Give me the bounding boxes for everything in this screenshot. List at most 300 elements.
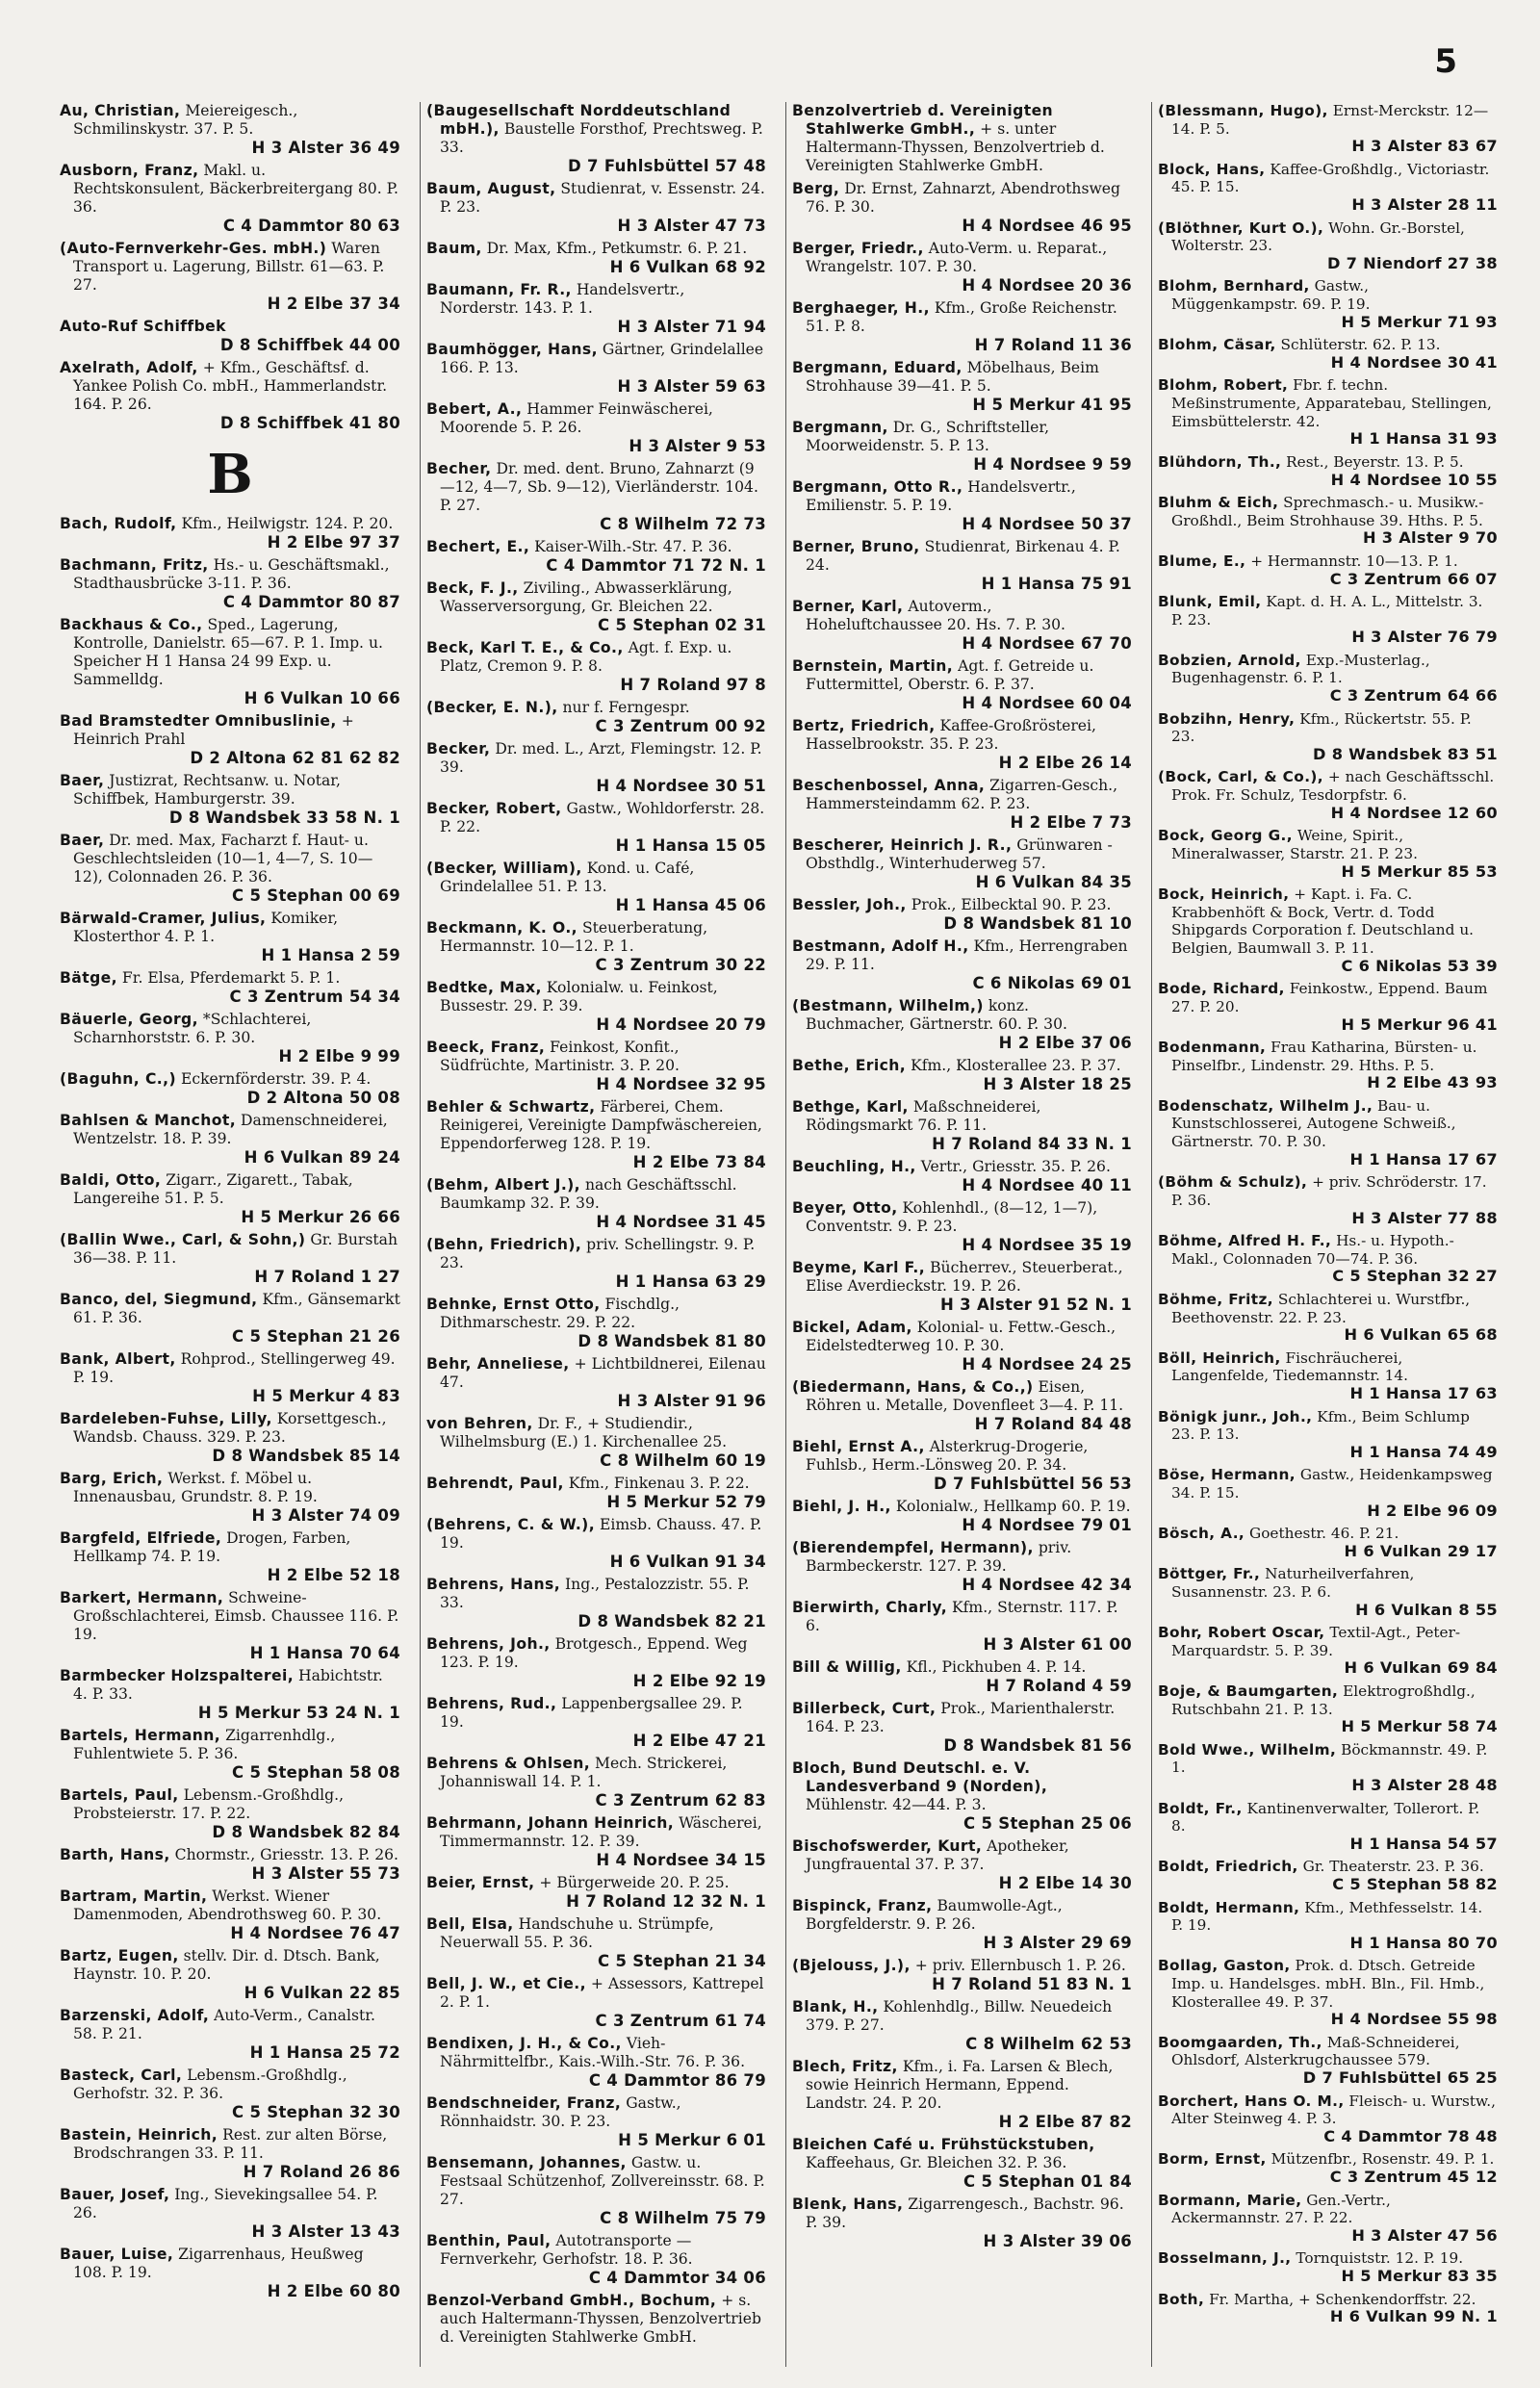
entry-name: Auto-Ruf Schiffbek (60, 318, 226, 335)
entry-name: (Böhm & Schulz), (1158, 1173, 1308, 1192)
entry-name: (Bjelouss, J.), (792, 1957, 911, 1974)
entry-name: Bechert, E., (426, 538, 530, 555)
directory-entry (60, 359, 400, 432)
entry-name: (Blessmann, Hugo), (1158, 102, 1328, 119)
entry-name: Bispinck, Franz, (792, 1897, 933, 1914)
entry-name: Barmbecker Holzspalterei, (60, 1667, 295, 1684)
directory-entry (60, 240, 400, 313)
entry-phone: C 5 Stephan 02 31 (598, 616, 766, 634)
entry-detail: Kfm., Große Reichenstr. 51. P. 8. (806, 299, 1117, 335)
entry-phone: H 3 Alster 29 69 (983, 1934, 1132, 1952)
entry-detail: *Schlachterei, Scharnhorststr. 6. P. 30. (73, 1011, 312, 1046)
entry-name: Bergmann, Otto R., (792, 478, 963, 496)
entry-phone: H 3 Alster 39 06 (983, 2232, 1132, 2250)
entry-detail: Makl. u. Rechtskonsulent, Bäckerbreitergang 80. P. 36. (73, 162, 398, 216)
entry-name: Bestmann, Adolf H., (792, 937, 969, 955)
entry-name: Behrens, Hans, (426, 1576, 561, 1593)
entry-detail: Frau Katharina, Bürsten- u. Pinselfbr., Lindenstr. 29. Hths. P. 5. (1171, 1039, 1477, 1074)
entry-phone: D 2 Altona 50 08 (246, 1089, 400, 1107)
entry-name: Bösch, A., (1158, 1525, 1245, 1543)
entry-detail: + Assessors, Kattrepel 2. P. 1. (440, 1975, 764, 2011)
entry-phone: H 5 Merkur 4 83 (252, 1387, 400, 1405)
directory-entry (60, 2186, 400, 2241)
entry-detail: Mech. Strickerei, Johanniswall 14. P. 1. (440, 1755, 728, 1790)
entry-phone: C 6 Nikolas 53 39 (1341, 956, 1498, 975)
entry-name: Boje, & Baumgarten, (1158, 1682, 1339, 1700)
directory-entry (426, 1635, 766, 1690)
entry-detail: Kfl., Pickhuben 4. P. 14. (906, 1658, 1087, 1676)
directory-column-2 (420, 102, 772, 2367)
directory-entry (60, 969, 400, 1006)
entry-phone: H 4 Nordsee 30 41 (1330, 352, 1498, 372)
entry-detail: Handelsvertr., Norderstr. 143. P. 1. (440, 281, 685, 317)
entry-detail: Feinkostw., Eppend. Baum 27. P. 20. (1171, 980, 1488, 1015)
entry-name: Bauer, Luise, (60, 2246, 174, 2263)
directory-entry (60, 1667, 400, 1722)
entry-detail: Waren Transport u. Lagerung, Billstr. 61—63. P. 27. (73, 240, 385, 294)
entry-detail: Korsettgesch., Wandsb. Chauss. 329. P. 23. (73, 1410, 387, 1446)
entry-detail: Steuerberatung, Hermannstr. 10—12. P. 1. (440, 919, 708, 955)
entry-name: Both, (1158, 2290, 1205, 2308)
entry-name: Beyer, Otto, (792, 1199, 898, 1217)
directory-entry (792, 657, 1132, 712)
entry-name: Becher, (426, 460, 492, 477)
directory-entry (792, 937, 1132, 992)
entry-detail: Dr. med. L., Arzt, Flemingstr. 12. P. 39. (440, 740, 762, 776)
entry-name: Blohm, Robert, (1158, 376, 1289, 395)
directory-entry (792, 478, 1132, 533)
entry-name: Beeck, Franz, (426, 1039, 546, 1056)
directory-entry (426, 1475, 766, 1511)
entry-name: Böhme, Fritz, (1158, 1290, 1273, 1308)
entry-name: (Biedermann, Hans, & Co.,) (792, 1378, 1034, 1396)
entry-name: Böll, Heinrich, (1158, 1348, 1281, 1367)
entry-name: Berghaeger, H., (792, 299, 930, 317)
entry-phone: H 1 Hansa 70 64 (249, 1644, 400, 1662)
entry-phone: H 3 Alster 9 70 (1362, 528, 1498, 548)
entry-name: Bold Wwe., Wilhelm, (1158, 1740, 1337, 1759)
entry-detail: Studienrat, v. Essenstr. 24. P. 23. (440, 180, 765, 216)
entry-detail: Grünwaren - Obsthdlg., Winterhuderweg 57. (806, 836, 1113, 872)
directory-entry (1158, 1039, 1498, 1092)
entry-detail: Eisen, Röhren u. Metalle, Dovenfleet 3—4. P. 11. (806, 1378, 1124, 1414)
entry-name: Bickel, Adam, (792, 1319, 912, 1336)
entry-name: Blohm, Cäsar, (1158, 336, 1276, 354)
entry-phone: C 3 Zentrum 45 12 (1329, 2168, 1498, 2187)
entry-detail: Gastw., Wohldorferstr. 28. P. 22. (440, 800, 765, 835)
entry-name: Bergmann, Eduard, (792, 359, 962, 376)
entry-detail: Naturheilverfahren, Susannenstr. 23. P. 6. (1171, 1565, 1415, 1601)
entry-phone: C 4 Dammtor 86 79 (588, 2071, 766, 2090)
entry-phone: H 1 Hansa 17 67 (1349, 1149, 1498, 1168)
directory-entry (60, 318, 400, 354)
directory-entry (1158, 710, 1498, 764)
entry-detail: Hs.- u. Geschäftsmakl., Stadthausbrücke 3-11. P. 36. (73, 556, 390, 592)
directory-entry (1158, 277, 1498, 331)
entry-detail: Apotheker, Jungfrauental 37. P. 37. (806, 1837, 1069, 1873)
entry-detail: Lappenbergsallee 29. P. 19. (440, 1695, 743, 1731)
entry-phone: H 5 Merkur 71 93 (1341, 312, 1498, 331)
entry-phone: H 3 Alster 76 79 (1351, 628, 1498, 647)
entry-phone: H 1 Hansa 80 70 (1349, 1933, 1498, 1952)
directory-entry (1158, 980, 1498, 1034)
entry-name: Bluhm & Eich, (1158, 494, 1279, 512)
entry-name: Boldt, Fr., (1158, 1799, 1243, 1817)
entry-phone: H 4 Nordsee 31 45 (596, 1213, 766, 1231)
entry-phone: C 5 Stephan 01 84 (963, 2172, 1132, 2191)
entry-phone: C 3 Zentrum 54 34 (229, 988, 400, 1006)
entry-phone: H 4 Nordsee 67 70 (962, 634, 1132, 653)
entry-name: Bergmann, (792, 419, 888, 436)
directory-entry (792, 2136, 1132, 2191)
directory-entry (792, 419, 1132, 474)
directory-entry (792, 1837, 1132, 1892)
entry-name: Bargfeld, Elfriede, (60, 1529, 222, 1547)
directory-entry (426, 699, 766, 735)
directory-entry (60, 772, 400, 827)
entry-phone: H 4 Nordsee 40 11 (962, 1176, 1132, 1194)
entry-detail: Zigarren-Gesch., Hammersteindamm 62. P. 23. (806, 777, 1118, 812)
entry-phone: H 3 Alster 13 43 (251, 2222, 400, 2241)
entry-phone: D 2 Altona 62 81 62 82 (190, 749, 400, 767)
entry-detail: Bau- u. Kunstschlosserei, Autogene Schweiß., Gärtnerstr. 70. P. 30. (1171, 1096, 1456, 1151)
entry-phone: D 8 Wandsbek 33 58 N. 1 (168, 809, 400, 827)
entry-detail: Mühlenstr. 42—44. P. 3. (806, 1796, 987, 1813)
entry-name: Beck, F. J., (426, 579, 519, 597)
entry-detail: Fischdlg., Dithmarschestr. 29. P. 22. (440, 1296, 680, 1331)
entry-name: Bodenmann, (1158, 1039, 1267, 1056)
entry-detail: Chormstr., Griesstr. 13. P. 26. (174, 1846, 398, 1863)
entry-detail: Eckernförderstr. 39. P. 4. (180, 1070, 372, 1088)
directory-column-3 (785, 102, 1138, 2367)
directory-entry (60, 1291, 400, 1346)
entry-phone: H 5 Merkur 6 01 (618, 2131, 766, 2149)
entry-name: Baldi, Otto, (60, 1171, 162, 1189)
directory-entry (426, 2094, 766, 2149)
entry-phone: H 2 Elbe 14 30 (998, 1874, 1132, 1892)
entry-phone: H 7 Roland 11 36 (974, 336, 1132, 354)
entry-name: Benzol-Verband GmbH., Bochum, (426, 2292, 717, 2309)
entry-name: Boldt, Friedrich, (1158, 1858, 1298, 1876)
directory-entry (60, 1887, 400, 1942)
entry-name: Bodenschatz, Wilhelm J., (1158, 1096, 1373, 1115)
entry-phone: D 8 Wandsbek 82 21 (578, 1612, 766, 1631)
entry-phone: H 2 Elbe 52 18 (267, 1566, 400, 1584)
entry-detail: Gastw., Heidenkampsweg 34. P. 15. (1171, 1466, 1493, 1502)
directory-entry (1158, 1097, 1498, 1169)
entry-name: Axelrath, Adolf, (60, 359, 198, 376)
entry-detail: Goethestr. 46. P. 21. (1249, 1525, 1399, 1543)
entry-detail: Agt. f. Exp. u. Platz, Cremon 9. P. 8. (440, 639, 732, 675)
directory-entry (60, 1529, 400, 1584)
entry-detail: Rohprod., Stellingerweg 49. P. 19. (73, 1350, 396, 1386)
entry-name: Baer, (60, 832, 105, 849)
entry-phone: H 3 Alster 91 52 N. 1 (940, 1296, 1132, 1314)
entry-detail: Fr. Martha, + Schenkendorffstr. 22. (1209, 2290, 1476, 2308)
directory-entry (426, 639, 766, 694)
directory-entry (792, 997, 1132, 1052)
entry-detail: Dr. Max, Kfm., Petkumstr. 6. P. 21. (486, 240, 748, 257)
entry-phone: H 3 Alster 61 00 (983, 1635, 1132, 1654)
entry-name: Bahlsen & Manchot, (60, 1112, 237, 1129)
entry-name: Blühdorn, Th., (1158, 452, 1282, 471)
entry-name: Boomgaarden, Th., (1158, 2033, 1322, 2051)
directory-entry (426, 1176, 766, 1231)
entry-phone: H 4 Nordsee 35 19 (962, 1236, 1132, 1254)
entry-phone: H 7 Roland 51 83 N. 1 (932, 1975, 1132, 1993)
directory-entry (426, 180, 766, 235)
entry-phone: C 5 Stephan 58 08 (232, 1763, 400, 1782)
entry-detail: Kfm., Beim Schlump 23. P. 13. (1171, 1407, 1470, 1444)
directory-entry (426, 1576, 766, 1631)
entry-name: (Ballin Wwe., Carl, & Sohn,) (60, 1231, 306, 1248)
entry-detail: + Heinrich Prahl (73, 712, 354, 748)
entry-name: Blenk, Hans, (792, 2195, 904, 2213)
directory-entry (792, 1199, 1132, 1254)
entry-detail: Zigarrenhaus, Heußweg 108. P. 19. (73, 2246, 364, 2281)
entry-detail: Fleisch- u. Wurstw., Alter Steinweg 4. P. 3. (1171, 2092, 1497, 2128)
entry-name: Bethge, Karl, (792, 1098, 909, 1116)
entry-name: Barth, Hans, (60, 1846, 170, 1863)
entry-phone: C 4 Dammtor 80 63 (222, 217, 400, 235)
entry-detail: + Bürgerweide 20. P. 25. (539, 1874, 730, 1891)
entry-phone: C 3 Zentrum 62 83 (595, 1791, 766, 1810)
entry-detail: Handelsvertr., Emilienstr. 5. P. 19. (806, 478, 1076, 514)
entry-detail: Auto-Verm., Canalstr. 58. P. 21. (73, 2007, 375, 2042)
directory-entry (1158, 827, 1498, 881)
directory-entry (426, 1915, 766, 1970)
entry-name: Baumann, Fr. R., (426, 281, 572, 298)
directory-entry (1158, 1291, 1498, 1345)
entry-detail: + s. unter Haltermann-Thyssen, Benzolvertrieb d. Vereinigten Stahlwerke GmbH. (806, 120, 1105, 174)
entry-name: Behnke, Ernst Otto, (426, 1296, 601, 1313)
entry-name: Bessler, Joh., (792, 896, 907, 913)
entry-phone: H 4 Nordsee 76 47 (230, 1924, 400, 1942)
entry-name: (Behm, Albert J.), (426, 1176, 580, 1194)
entry-detail: konz. Buchmacher, Gärtnerstr. 60. P. 30. (806, 997, 1067, 1033)
entry-name: (Becker, William), (426, 860, 582, 877)
directory-entry (426, 1814, 766, 1869)
entry-phone: H 4 Nordsee 34 15 (596, 1851, 766, 1869)
entry-phone: D 7 Fuhlsbüttel 57 48 (568, 157, 766, 175)
entry-name: Berg, (792, 180, 840, 197)
entry-name: Blunk, Emil, (1158, 593, 1262, 610)
directory-entry (1158, 1800, 1498, 1854)
entry-detail: Ing., Sievekingsallee 54. P. 26. (73, 2186, 378, 2221)
entry-detail: + Lichtbildnerei, Eilenau 47. (440, 1355, 766, 1391)
entry-phone: H 2 Elbe 47 21 (632, 1732, 766, 1750)
directory-entry (1158, 2093, 1498, 2146)
entry-name: Bock, Heinrich, (1158, 886, 1290, 904)
entry-phone: H 3 Alster 9 53 (629, 437, 766, 455)
entry-phone: H 1 Hansa 15 05 (615, 836, 766, 855)
entry-phone: H 2 Elbe 73 84 (632, 1153, 766, 1171)
directory-entry (426, 800, 766, 855)
entry-phone: H 5 Merkur 96 41 (1341, 1014, 1498, 1034)
entry-phone: C 5 Stephan 58 82 (1332, 1875, 1498, 1894)
section-letter: B (207, 443, 253, 506)
directory-entry (60, 2067, 400, 2121)
entry-detail: Komiker, Klosterthor 4. P. 1. (73, 910, 339, 945)
entry-detail: Vertr., Griesstr. 35. P. 26. (920, 1158, 1111, 1175)
entry-name: Backhaus & Co., (60, 616, 203, 633)
entry-detail: Sprechmasch.- u. Musikw.-Großhdl., Beim Strohhause 39. Hths. P. 5. (1171, 494, 1484, 529)
directory-entry (60, 1070, 400, 1107)
entry-detail: Lebensm.-Großhdlg., Gerhofstr. 32. P. 36. (73, 2067, 347, 2102)
entry-phone: H 2 Elbe 37 34 (267, 295, 400, 313)
directory-entry (1158, 1682, 1498, 1736)
entry-phone: H 3 Alster 74 09 (251, 1506, 400, 1525)
entry-phone: C 6 Nikolas 69 01 (972, 974, 1132, 992)
directory-entry (792, 1700, 1132, 1755)
entry-phone: H 6 Vulkan 8 55 (1355, 1600, 1498, 1619)
entry-phone: H 4 Nordsee 55 98 (1330, 2010, 1498, 2029)
entry-name: Bobzien, Arnold, (1158, 651, 1301, 669)
directory-entry (1158, 2192, 1498, 2246)
directory-entry (426, 240, 766, 276)
entry-phone: H 2 Elbe 60 80 (267, 2282, 400, 2300)
directory-entry (1158, 1624, 1498, 1678)
directory-entry (60, 1350, 400, 1405)
entry-name: Bloch, Bund Deutschl. e. V. Landesverband 9 (Norden), (792, 1759, 1048, 1795)
entry-detail: Maß-Schneiderei, Ohlsdorf, Alsterkrugchaussee 579. (1171, 2033, 1460, 2069)
entry-phone: H 3 Alster 47 73 (617, 217, 766, 235)
entry-detail: Feinkost, Konfit., Südfrüchte, Martinistr. 3. P. 20. (440, 1039, 680, 1074)
entry-phone: H 6 Vulkan 91 34 (609, 1553, 766, 1571)
directory-entry (1158, 768, 1498, 822)
entry-detail: Kaiser-Wilh.-Str. 47. P. 36. (534, 538, 732, 555)
entry-detail: Wäscherei, Timmermannstr. 12. P. 39. (440, 1814, 762, 1850)
directory-entry (60, 712, 400, 767)
entry-phone: H 4 Nordsee 12 60 (1330, 803, 1498, 822)
entry-detail: priv. Barmbeckerstr. 127. P. 39. (806, 1539, 1072, 1575)
entry-name: Böse, Hermann, (1158, 1466, 1296, 1484)
directory-entry (792, 717, 1132, 772)
entry-name: Beier, Ernst, (426, 1874, 535, 1891)
entry-phone: D 8 Wandsbek 81 10 (943, 914, 1132, 933)
entry-detail: Zigarr., Zigarett., Tabak, Langereihe 51. P. 5. (73, 1171, 353, 1207)
directory-entry (426, 1516, 766, 1571)
entry-detail: Gr. Burstah 36—38. P. 11. (73, 1231, 398, 1267)
entry-name: Behrendt, Paul, (426, 1475, 564, 1492)
page-number: 5 (1434, 42, 1457, 81)
entry-name: Baer, (60, 772, 105, 789)
entry-phone: D 8 Wandsbek 83 51 (1313, 744, 1498, 763)
entry-name: (Bierendempfel, Hermann), (792, 1539, 1034, 1556)
entry-detail: Gastw., Rönnhaidstr. 30. P. 23. (440, 2094, 681, 2130)
entry-name: Borm, Ernst, (1158, 2150, 1267, 2169)
entry-name: Bosselmann, J., (1158, 2249, 1292, 2268)
directory-entry (60, 515, 400, 552)
entry-detail: + Hermannstr. 10—13. P. 1. (1250, 552, 1458, 570)
entry-name: Bethe, Erich, (792, 1057, 907, 1074)
entry-name: Berner, Bruno, (792, 538, 920, 555)
directory-entry (792, 1897, 1132, 1952)
entry-detail: Böckmannstr. 49. P. 1. (1171, 1740, 1488, 1777)
directory-entry (792, 896, 1132, 933)
entry-detail: Kaffee-Großrösterei, Hasselbrookstr. 35. P. 23. (806, 717, 1096, 753)
directory-entry (1158, 1408, 1498, 1462)
entry-phone: H 2 Elbe 26 14 (998, 754, 1132, 772)
entry-name: Bauer, Josef, (60, 2186, 170, 2203)
entry-detail: Ziviling., Abwasserklärung, Wasserversorgung, Gr. Bleichen 22. (440, 579, 732, 615)
entry-phone: H 1 Hansa 17 63 (1349, 1384, 1498, 1403)
directory-entry (792, 1759, 1132, 1833)
directory-entry (1158, 1899, 1498, 1953)
entry-phone: H 3 Alster 77 88 (1351, 1208, 1498, 1227)
entry-name: Au, Christian, (60, 102, 181, 119)
entry-name: Ausborn, Franz, (60, 162, 199, 179)
entry-detail: Bücherrev., Steuerberat., Elise Averdieckstr. 19. P. 26. (806, 1259, 1123, 1295)
entry-detail: + nach Geschäftsschl. Prok. Fr. Schulz, Tesdorpfstr. 6. (1171, 768, 1495, 805)
directory-entry (426, 400, 766, 455)
entry-phone: C 5 Stephan 25 06 (963, 1814, 1132, 1833)
entry-detail: Fbr. f. techn. Meßinstrumente, Apparatebau, Stellingen, Eimsbüttelerstr. 42. (1171, 376, 1492, 430)
entry-phone: C 5 Stephan 32 30 (232, 2103, 400, 2121)
entry-name: Bärwald-Cramer, Julius, (60, 910, 267, 927)
entry-name: Bebert, A., (426, 400, 523, 418)
entry-detail: Ing., Pestalozzistr. 55. P. 33. (440, 1576, 750, 1611)
entry-phone: H 4 Nordsee 20 36 (962, 276, 1132, 295)
entry-detail: Kantinenverwalter, Tollerort. P. 8. (1171, 1799, 1480, 1836)
directory-entry (60, 102, 400, 157)
directory-entry (60, 2126, 400, 2181)
entry-phone: C 3 Zentrum 61 74 (595, 2012, 766, 2030)
entry-phone: H 3 Alster 28 11 (1351, 195, 1498, 215)
entry-detail: Dr. Ernst, Zahnarzt, Abendrothsweg 76. P. 30. (806, 180, 1121, 216)
entry-name: Baumhögger, Hans, (426, 341, 598, 358)
directory-entry (792, 1599, 1132, 1654)
entry-detail: Kfm., Methfesselstr. 14. P. 19. (1171, 1898, 1483, 1935)
entry-phone: D 8 Wandsbek 81 80 (578, 1332, 766, 1350)
directory-entry (426, 2232, 766, 2287)
directory-entry (426, 1296, 766, 1350)
directory-entry (60, 1231, 400, 1286)
entry-detail: Kolonialw., Hellkamp 60. P. 19. (895, 1498, 1131, 1515)
entry-name: (Baguhn, C.,) (60, 1070, 176, 1088)
entry-phone: H 7 Roland 4 59 (986, 1677, 1132, 1695)
entry-detail: + priv. Schröderstr. 17. P. 36. (1171, 1173, 1487, 1209)
entry-phone: H 2 Elbe 37 06 (998, 1034, 1132, 1052)
directory-columns (54, 102, 1503, 2367)
entry-name: Bardeleben-Fuhse, Lilly, (60, 1410, 272, 1427)
entry-name: (Bock, Carl, & Co.), (1158, 768, 1324, 786)
entry-detail: Lebensm.-Großhdlg., Probsteierstr. 17. P. 22. (73, 1786, 345, 1822)
entry-name: Bell, Elsa, (426, 1915, 514, 1933)
entry-detail: Prok., Eilbecktal 90. P. 23. (911, 896, 1112, 913)
entry-name: Bell, J. W., et Cie., (426, 1975, 586, 1992)
entry-phone: C 8 Wilhelm 72 73 (600, 515, 766, 533)
directory-entry (792, 1438, 1132, 1493)
directory-entry (426, 1415, 766, 1470)
entry-detail: Kfm., Herrengraben 29. P. 11. (806, 937, 1128, 973)
entry-name: Borchert, Hans O. M., (1158, 2092, 1345, 2110)
entry-detail: Tornquiststr. 12. P. 19. (1296, 2249, 1464, 2268)
entry-name: Barg, Erich, (60, 1470, 164, 1487)
entry-phone: H 7 Roland 84 48 (974, 1415, 1132, 1433)
entry-name: (Behrens, C. & W.), (426, 1516, 596, 1533)
entry-name: Blume, E., (1158, 552, 1246, 570)
directory-entry (1158, 2249, 1498, 2285)
directory-entry (792, 1957, 1132, 1993)
entry-detail: Brotgesch., Eppend. Weg 123. P. 19. (440, 1635, 748, 1671)
entry-detail: Studienrat, Birkenau 4. P. 24. (806, 538, 1120, 574)
directory-entry (1158, 1525, 1498, 1560)
directory-entry (792, 102, 1132, 175)
directory-entry (60, 1171, 400, 1226)
directory-entry (426, 919, 766, 974)
entry-detail: + Kfm., Geschäftsf. d. Yankee Polish Co. mbH., Hammerlandstr. 164. P. 26. (73, 359, 388, 413)
